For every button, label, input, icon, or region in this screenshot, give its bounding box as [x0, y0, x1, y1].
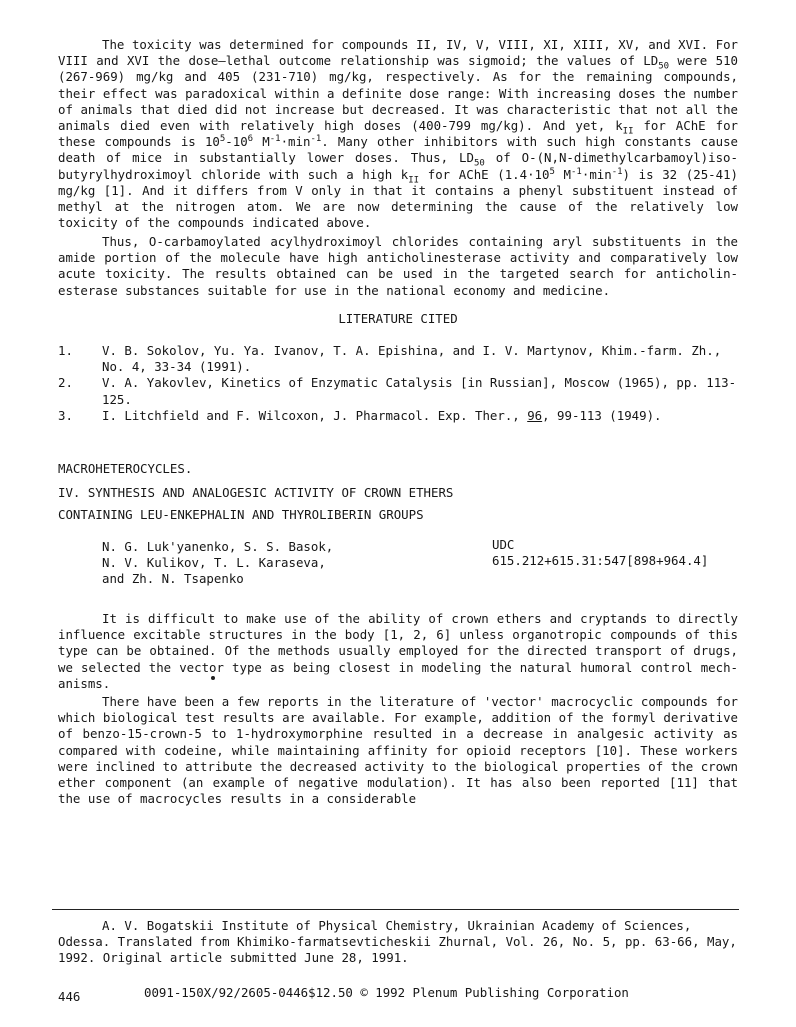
toxicity-paragraph	[58, 37, 738, 231]
intro-paragraph: It is difficult to make use of the ability of crown ethers and cryptands to directly influence excitable structures in the body [1, 2, 6] unless organotropic compounds of this type can be obtained. Of the methods usually employed for the directed transport of drugs, we selected the vector type as being closest in modeling the natural humoral control mech-anisms.	[58, 611, 738, 691]
conclusion-paragraph: Thus, O-carbamoylated acylhydroximoyl chlorides containing aryl substituents in the amide portion of the molecule have high anticholinesterase activity and comparatively low acute toxicity. The results obtained can be used in the targeted search for anticholin-esterase substances suitable for use in the national economy and medicine.	[58, 234, 738, 298]
reference-volume: 96	[527, 407, 543, 423]
reference-text-part: I. Litchfield and F. Wilcoxon, J. Pharmacol. Exp. Ther.,	[102, 407, 528, 423]
reference-text: V. A. Yakovlev, Kinetics of Enzymatic Catalysis [in Russian], Moscow (1965), pp. 113-125.	[102, 375, 737, 407]
author-line: N. G. Luk'yanenko, S. S. Basok,	[102, 539, 334, 554]
copyright-line: 0091-150X/92/2605-0446$12.50 © 1992 Plenum Publishing Corporation	[144, 985, 629, 1000]
article-title-line-2: CONTAINING LEU-ENKEPHALIN AND THYROLIBERIN GROUPS	[58, 507, 424, 522]
reference-number: 2.	[58, 375, 73, 391]
author-line: and Zh. N. Tsapenko	[102, 571, 244, 587]
author-line: N. V. Kulikov, T. L. Karaseva,	[102, 555, 326, 571]
footnote-rule	[52, 909, 739, 910]
reference-text: V. B. Sokolov, Yu. Ya. Ivanov, T. A. Epishina, and I. V. Martynov, Khim.-farm. Zh., No. 4, 33-34 (1991).	[102, 343, 722, 375]
text-run: ) is 32 (25-41) mg/kg [1]. And it differs from V only in that it contains a phenyl substituent instead of methyl at the nitrogen atom. We are now determining the cause of the relatively low toxicity of the compounds indicated above.	[58, 166, 738, 231]
reference-number: 3.	[58, 407, 73, 423]
superscript: -1	[269, 134, 281, 145]
text-run: ·min	[280, 134, 311, 150]
superscript: 6	[247, 134, 254, 145]
subscript: 50	[473, 158, 485, 169]
text-run: were 510 (267-969) mg/kg and 405 (231-710) mg/kg, respectively. As for the remaining compounds, their effect was paradoxical within a definite dose range: With increasing doses the number of animals that died did not increase but decreased. It was characteristic that not all the animals died even with relatively high doses (400-799 mg/kg). And yet, k	[58, 53, 738, 134]
text-run: for AChE (1.4·10	[419, 166, 550, 182]
series-label: MACROHETEROCYCLES.	[58, 461, 193, 476]
literature-paragraph: There have been a few reports in the literature of 'vector' macrocyclic compounds for which biological test results are available. For example, addition of the formyl derivative of benzo-15-crown-5 to 1-hydroxymorphine resulted in a decrease in analgesic activity as compared with codeine, while maintaining affinity for opioid receptors [10]. These workers were inclined to attribute the decreased activity to the biological properties of the crown ether component (an example of negative modulation). It has also been reported [11] that the use of macrocycles results in a considerable	[58, 694, 738, 807]
superscript: 5	[549, 166, 555, 177]
superscript: -1	[571, 166, 582, 177]
author-list	[102, 539, 402, 588]
reference-item	[58, 343, 738, 375]
text-run: ·min	[581, 166, 612, 182]
stray-dot	[211, 676, 215, 680]
text-run: of O-(N,N-dimethylcarbamoyl)iso-butyrylhydroximoyl chloride with such a high k	[58, 150, 738, 182]
text-run: -10	[225, 134, 248, 150]
reference-list	[58, 343, 738, 424]
reference-item	[58, 375, 738, 407]
reference-item	[58, 408, 738, 424]
reference-text-part: , 99-113 (1949).	[542, 407, 662, 423]
reference-number: 1.	[58, 343, 73, 358]
superscript: -1	[310, 134, 322, 145]
udc-code: UDC 615.212+615.31:547[898+964.4]	[492, 537, 709, 569]
text-run: for AChE for these compounds is 10	[58, 118, 738, 150]
superscript: 5	[219, 134, 226, 145]
subscript: II	[408, 175, 420, 186]
subscript: 50	[658, 61, 670, 72]
superscript: -1	[611, 166, 623, 177]
affiliation-footnote: A. V. Bogatskii Institute of Physical Chemistry, Ukrainian Academy of Sciences, Odessa. Translated from Khimiko-farmatsevticheskii Zhurnal, Vol. 26, No. 5, pp. 63-66, May, 1992. Original article submitted June 28, 1991.	[58, 918, 737, 966]
literature-cited-heading: LITERATURE CITED	[338, 311, 458, 326]
text-run: The toxicity was determined for compounds II, IV, V, VIII, XI, XIII, XV, and XVI. For VIII and XVI the dose—lethal outcome relationship was sigmoid; the values of LD	[58, 37, 738, 69]
text-run: M	[253, 134, 270, 150]
subscript: II	[622, 126, 634, 137]
text-run: M	[554, 166, 572, 182]
reference-text	[102, 408, 738, 424]
article-title-line-1: IV. SYNTHESIS AND ANALOGESIC ACTIVITY OF CROWN ETHERS	[58, 485, 454, 500]
text-run: . Many other inhibitors with such high constants cause death of mice in substantially lower doses. Thus, LD	[58, 134, 738, 166]
page-number: 446	[58, 989, 81, 1004]
